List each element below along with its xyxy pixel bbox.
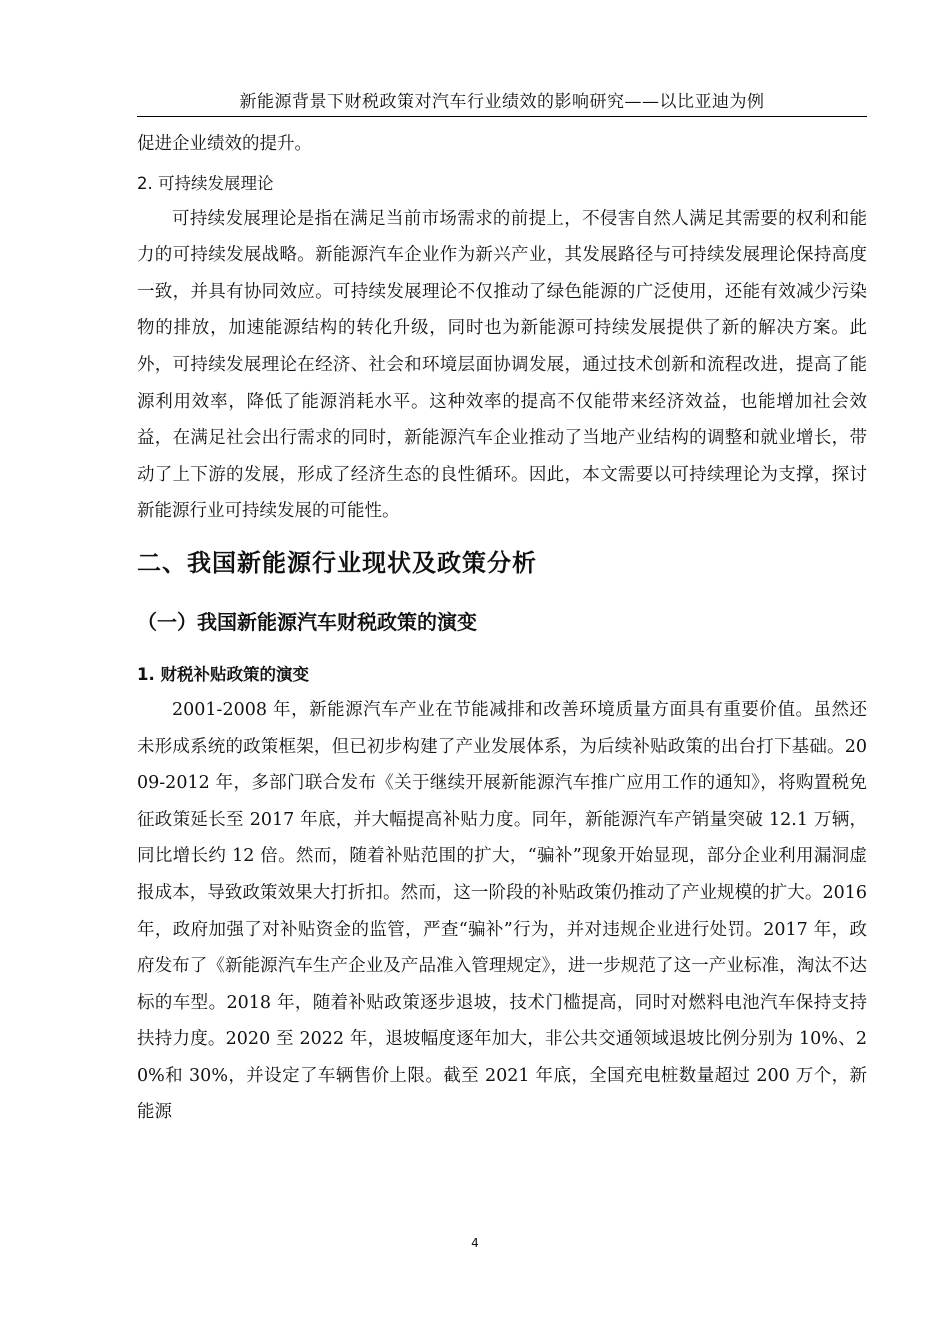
continued-paragraph: 促进企业绩效的提升。 <box>137 134 312 154</box>
subsection-heading-subsidy-policy: 1. 财税补贴政策的演变 <box>137 664 309 684</box>
page-number: 4 <box>471 1236 479 1250</box>
page-body <box>137 126 867 1131</box>
section-heading-sustainable-development: 2. 可持续发展理论 <box>137 173 274 193</box>
subchapter-heading: （一）我国新能源汽车财税政策的演变 <box>137 609 477 634</box>
running-header <box>137 92 867 117</box>
paragraph-sustainable-development: 可持续发展理论是指在满足当前市场需求的前提上，不侵害自然人满足其需要的权利和能力的可持续发展战略。新能源汽车企业作为新兴产业，其发展路径与可持续发展理论保持高度一致，并具有协同效应。可持续发展理论不仅推动了绿色能源的广泛使用，还能有效减少污染物的排放，加速能源结构的转化升级，同时也为新能源可持续发展提供了新的解决方案。此外，可持续发展理论在经济、社会和环境层面协调发展，通过技术创新和流程改进，提高了能源利用效率，降低了能源消耗水平。这种效率的提高不仅能带来经济效益，也能增加社会效益，在满足社会出行需求的同时，新能源汽车企业推动了当地产业结构的调整和就业增长，带动了上下游的发展，形成了经济生态的良性循环。因此，本文需要以可持续理论为支撑，探讨新能源行业可持续发展的可能性。 <box>137 208 867 522</box>
paragraph-subsidy-policy: 2001-2008 年，新能源汽车产业在节能减排和改善环境质量方面具有重要价值。虽然还未形成系统的政策框架，但已初步构建了产业发展体系，为后续补贴政策的出台打下基础。2009-2012 年，多部门联合发布《关于继续开展新能源汽车推广应用工作的通知》，将购置税免征政策延长至 2017 年底，并大幅提高补贴力度。同年，新能源汽车产销量突破 12.1 万辆，同比增长约 12 倍。然而，随着补贴范围的扩大，“骗补”现象开始显现，部分企业利用漏洞虚报成本，导致政策效果大打折扣。然而，这一阶段的补贴政策仍推动了产业规模的扩大。2016 年，政府加强了对补贴资金的监管，严查“骗补”行为，并对违规企业进行处罚。2017 年，政府发布了《新能源汽车生产企业及产品准入管理规定》，进一步规范了这一产业标准，淘汰不达标的车型。2018 年，随着补贴政策逐步退坡，技术门槛提高，同时对燃料电池汽车保持支持扶持力度。2020 至 2022 年，退坡幅度逐年加大，非公共交通领域退坡比例分别为 10%、20%和 30%，并设定了车辆售价上限。截至 2021 年底，全国充电桩数量超过 200 万个，新能源 <box>137 699 867 1123</box>
chapter-heading: 二、我国新能源行业现状及政策分析 <box>137 548 537 577</box>
running-header-title: 新能源背景下财税政策对汽车行业绩效的影响研究——以比亚迪为例 <box>239 92 765 112</box>
